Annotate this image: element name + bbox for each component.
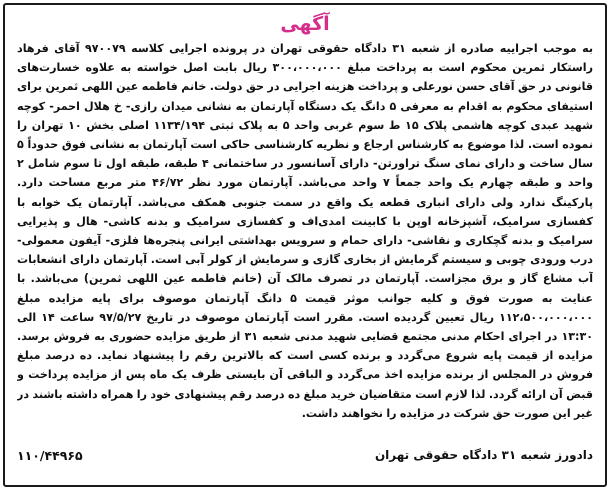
signature-text: دادورز شعبه ۳۱ دادگاه حقوقی تهران: [374, 448, 593, 462]
reference-number: ۱۱۰/۴۴۹۶۵: [17, 447, 83, 463]
notice-title: آگهی: [280, 13, 330, 35]
notice-body: به موجب اجراییه صادره از شعبه ۳۱ دادگاه حقوقی تهران در پرونده اجرایی کلاسه ۹۷۰۰۷۹ آقای فرهاد راستکار ثمرین محکوم است به پرداخت مبلغ ۳۰۰،۰۰۰،۰۰۰ ریال بابت اصل خواسته به علاوه خسارت‌های قانونی در حق آقای حسن نورعلی و پرداخت هزینه اجرایی در حق دولت. خانم فاطمه عین اللهی ثمرین برای استیفای محکوم به اقدام به معرفی ۵ دانگ یک دستگاه آپارتمان به نشانی میدان رازی- خ هلال احمر- کوچه شهید عبدی کوچه هاشمی پلاک ۱۵ ط سوم غربی واحد ۵ به پلاک ثبتی ۱۱۳۴/۱۹۴ اصلی بخش ۱۰ تهران را نموده است. لذا موضوع به کارشناس ارجاع و نظریه کارشناسی حاکی است آپارتمان به نشانی فوق حدوداً ۵ سال ساخت و دارای نمای سنگ تراورتن- دارای آسانسور در ساختمانی ۴ طبقه، طبقه اول تا سوم شامل ۲ واحد و طبقه چهارم یک واحد جمعاً ۷ واحد می‌باشد. آپارتمان مورد نظر ۴۶/۷۲ متر مربع مساحت دارد. پارکینگ ندارد ولی دارای انباری قطعه یک واقع در سمت جنوبی همکف می‌باشد. آپارتمان یک خوابه با کفسازی سرامیک، آشپزخانه اوپن با کابینت امدی‌اف و کفسازی سرامیک و بدنه کاشی- هال و پذیرایی سرامیک و بدنه گچکاری و نقاشی- دارای حمام و سرویس بهداشتی ایرانی پنجره‌ها فلزی- آیفون معمولی- درب ورودی چوبی و سیستم گرمایش از بخاری گازی و سرمایش از کولر آبی است. آپارتمان دارای انشعابات آب مشاع گاز و برق مجزاست. آپارتمان در تصرف مالک آن (خانم فاطمه عین اللهی ثمرین) می‌باشد. با عنایت به صورت فوق و کلیه جوانب موثر قیمت ۵ دانگ آپارتمان موصوف برای پایه مزایده مبلغ ۱۱۲،۵۰۰،۰۰۰،۰۰۰ ریال تعیین گردیده است. مقرر است آپارتمان موصوف در تاریخ ۹۷/۵/۲۷ ساعت ۱۴ الی ۱۳:۳۰ در اجرای احکام مدنی مجتمع قضایی شهید مدنی شعبه ۳۱ از طریق مزایده حضوری به فروش برسد. مزایده از قیمت پایه شروع می‌گردد و برنده کسی است که بالاترین رقم را پیشنهاد نماید. ده درصد مبلغ فروش در المجلس از برنده مزایده اخذ می‌گردد و الباقی آن بایستی ظرف یک ماه پس از مزایده پرداخت و قبض آن ارائه گردد. لذا لازم است متقاضیان خرید مبلغ ده درصد رقم پیشنهادی خود را همراه داشته باشند در غیر این صورت حق شرکت در مزایده را نخواهند داشت.: [17, 42, 593, 420]
notice-box: [3, 3, 607, 487]
notice-footer: [17, 445, 593, 465]
